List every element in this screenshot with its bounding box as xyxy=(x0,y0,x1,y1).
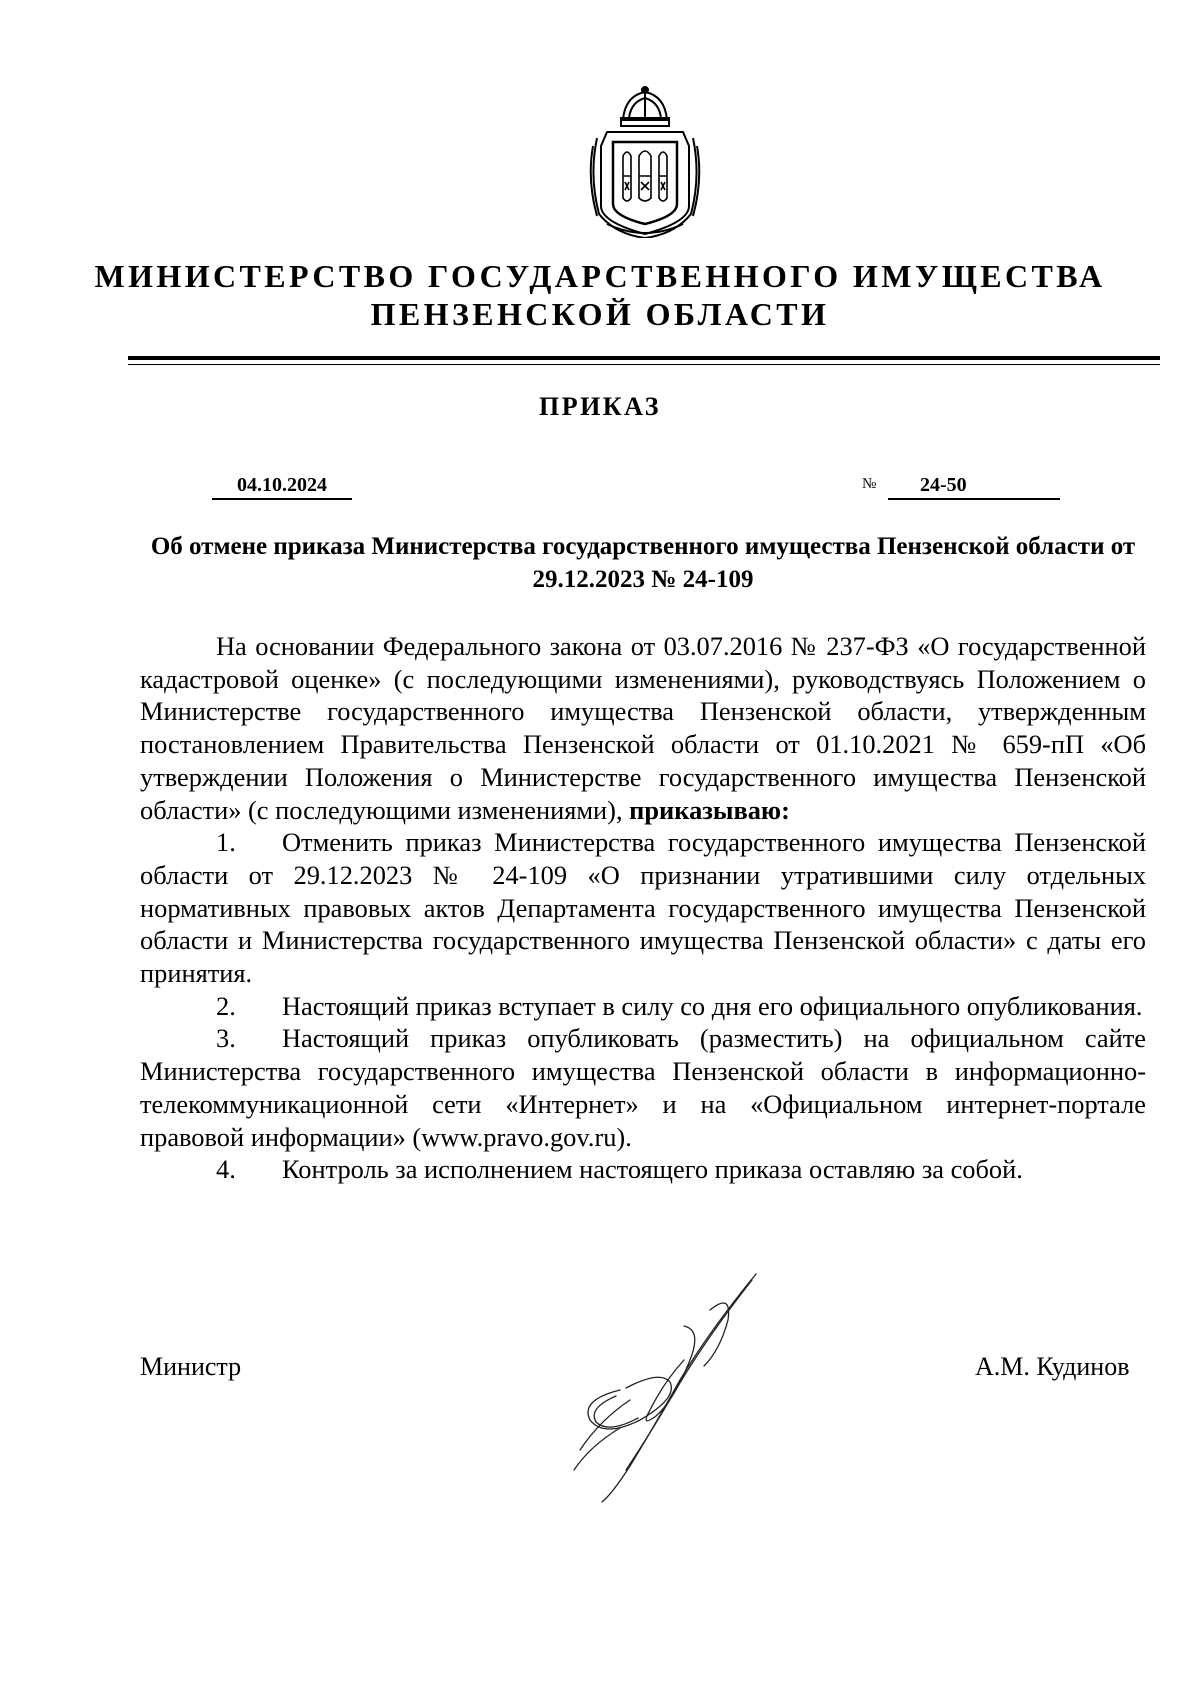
signatory-role: Министр xyxy=(140,1352,242,1381)
list-item xyxy=(140,990,1146,1023)
coat-of-arms-emblem xyxy=(585,86,705,238)
list-item xyxy=(140,1022,1146,1153)
list-item xyxy=(140,826,1146,990)
document-body xyxy=(140,630,1146,1186)
preamble-text: На основании Федерального закона от 03.07.2016 № 237-ФЗ «О государственной кадастровой оценке» (с последующими изменениями), руководствуясь Положением о Министерстве государственного имущества Пензенской области, утвержденным постановлением Правительства Пензенской области от 01.10.2021 № 659-пП «Об утверждении Положения о Министерстве государственного имущества Пензенской области» (с последующими изменениями), xyxy=(140,631,1146,825)
header-divider-thin xyxy=(128,364,1160,365)
number-sign: № xyxy=(862,476,877,492)
document-type: ПРИКАЗ xyxy=(538,392,662,421)
handwritten-signature-icon xyxy=(560,1270,770,1510)
document-number: 24-50 xyxy=(888,472,1060,500)
decree-word: приказываю: xyxy=(629,794,790,825)
header-divider-thick xyxy=(128,356,1160,360)
preamble-paragraph xyxy=(140,630,1146,826)
ministry-name-line1: МИНИСТЕРСТВО ГОСУДАРСТВЕННОГО ИМУЩЕСТВА xyxy=(94,258,1106,294)
list-item-text: Настоящий приказ вступает в силу со дня его официального опубликования. xyxy=(282,990,1143,1021)
list-item xyxy=(140,1153,1146,1186)
ministry-name-line2: ПЕНЗЕНСКОЙ ОБЛАСТИ xyxy=(370,296,830,332)
list-item-text: Настоящий приказ опубликовать (разместить) на официальном сайте Министерства государственного имущества Пензенской области в информационно-телекоммуникационной сети «Интернет» и на «Официальном интернет-портале правовой информации» (www.pravo.gov.ru). xyxy=(140,1023,1146,1152)
list-item-number: 2. xyxy=(216,990,236,1021)
list-item-number: 4. xyxy=(216,1154,236,1185)
document-subject: Об отмене приказа Министерства государственного имущества Пензенской области от 29.12.2023 № 24-109 xyxy=(150,533,1136,593)
list-item-text: Отменить приказ Министерства государственного имущества Пензенской области от 29.12.2023 № 24-109 «О признании утратившими силу отдельных нормативных правовых актов Департамента государственного имущества Пензенской области и Министерства государственного имущества Пензенской области» с даты его принятия. xyxy=(140,827,1146,989)
list-item-text: Контроль за исполнением настоящего приказа оставляю за собой. xyxy=(282,1154,1023,1185)
list-item-number: 3. xyxy=(216,1023,236,1054)
signatory-name: А.М. Кудинов xyxy=(975,1352,1130,1381)
document-date: 04.10.2024 xyxy=(212,472,352,500)
list-item-number: 1. xyxy=(216,827,236,858)
